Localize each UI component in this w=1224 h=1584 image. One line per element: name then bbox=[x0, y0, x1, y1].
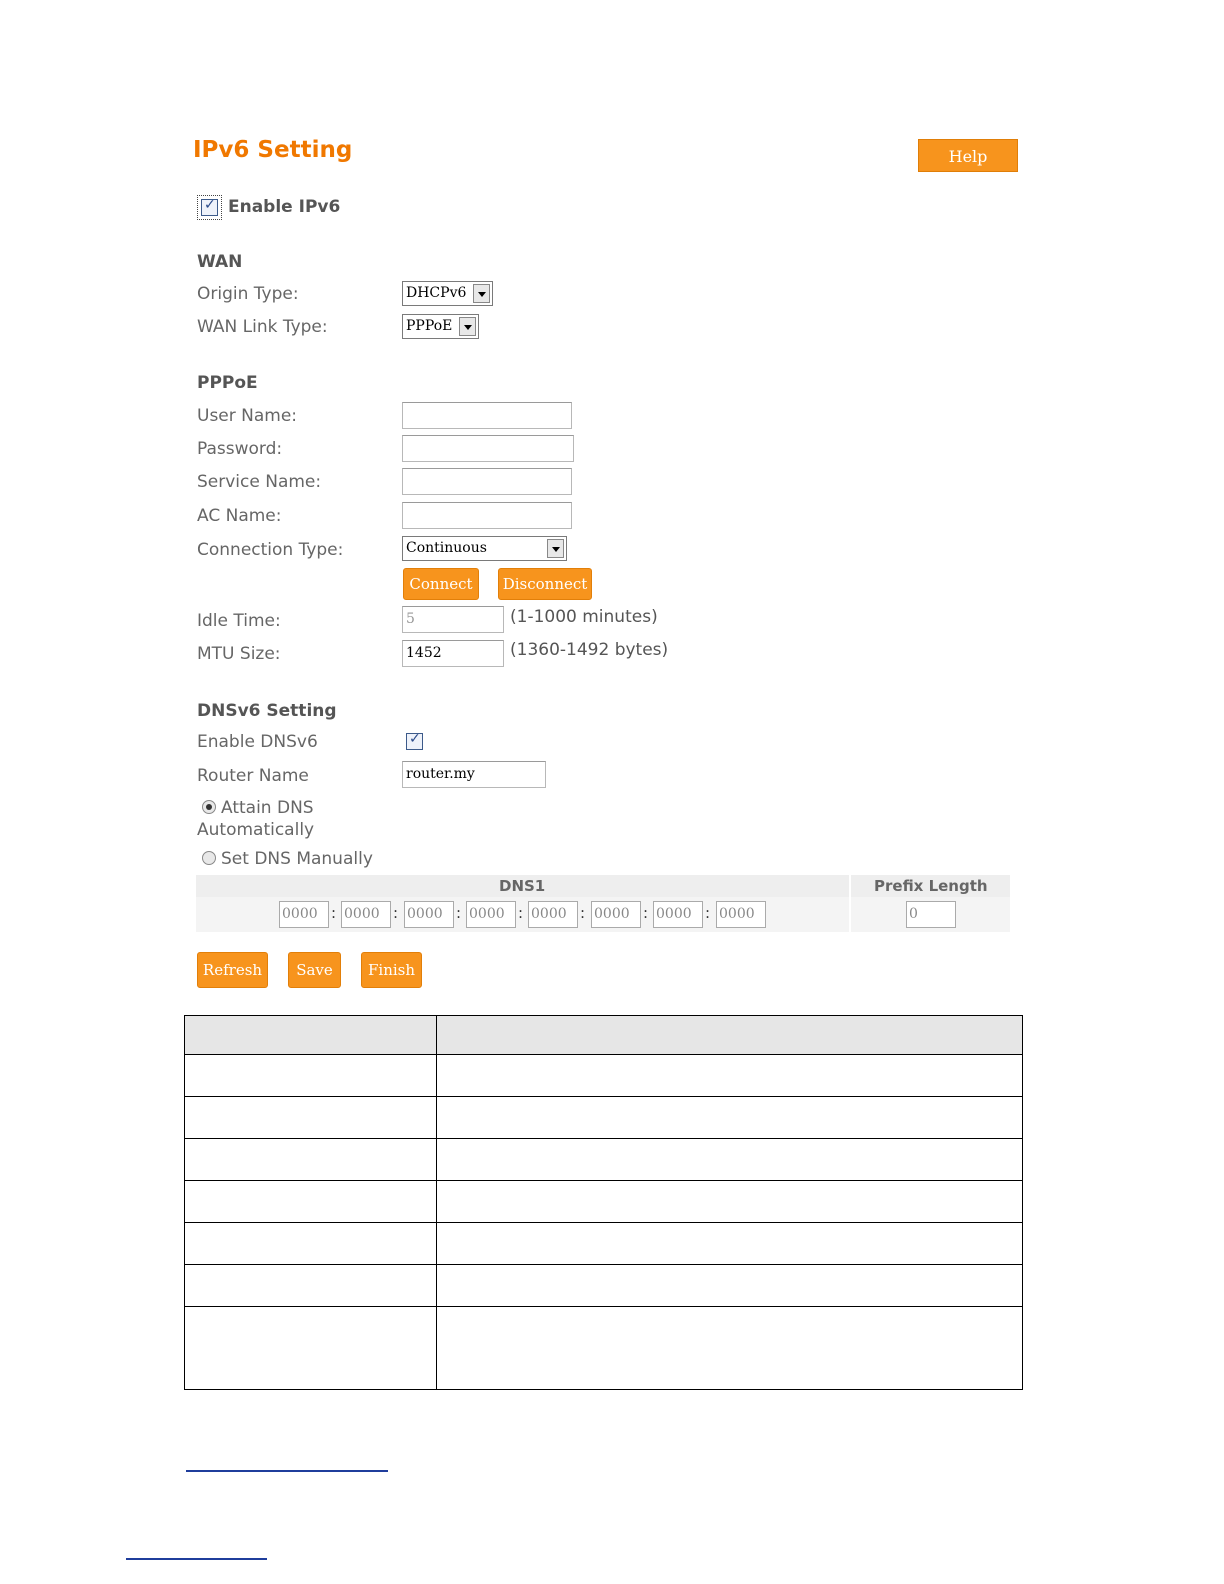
service-name-label: Service Name: bbox=[197, 472, 322, 492]
dns1-segment-7[interactable]: 0000 bbox=[653, 901, 703, 928]
dns1-separator: : bbox=[580, 904, 586, 922]
prefix-length-header: Prefix Length bbox=[874, 877, 988, 895]
connection-type-select[interactable] bbox=[402, 536, 567, 561]
table-row bbox=[185, 1055, 1023, 1097]
dns1-separator: : bbox=[705, 904, 711, 922]
dns1-segment-6[interactable]: 0000 bbox=[591, 901, 641, 928]
disconnect-button[interactable]: Disconnect bbox=[498, 568, 592, 600]
connection-type-value: Continuous bbox=[406, 540, 487, 556]
table-cell bbox=[185, 1097, 437, 1139]
ac-name-label: AC Name: bbox=[197, 506, 282, 526]
table-row bbox=[185, 1265, 1023, 1307]
save-button[interactable]: Save bbox=[288, 952, 341, 988]
table-cell bbox=[185, 1307, 437, 1390]
idle-time-hint: (1-1000 minutes) bbox=[510, 607, 658, 627]
table-cell bbox=[185, 1139, 437, 1181]
pppoe-heading: PPPoE bbox=[197, 373, 258, 393]
help-button[interactable]: Help bbox=[918, 139, 1018, 172]
dns1-separator: : bbox=[331, 904, 337, 922]
table-cell bbox=[185, 1265, 437, 1307]
dns1-segment-2[interactable]: 0000 bbox=[341, 901, 391, 928]
wan-link-type-select[interactable] bbox=[402, 314, 479, 339]
page-title: IPv6 Setting bbox=[193, 137, 353, 163]
prefix-length-input[interactable]: 0 bbox=[906, 901, 956, 928]
origin-type-label: Origin Type: bbox=[197, 284, 299, 304]
router-name-input[interactable]: router.my bbox=[402, 761, 546, 788]
table-cell bbox=[185, 1223, 437, 1265]
wan-link-type-value: PPPoE bbox=[406, 318, 453, 334]
table-cell bbox=[185, 1055, 437, 1097]
dns1-separator: : bbox=[643, 904, 649, 922]
dropdown-arrow-icon bbox=[547, 539, 564, 558]
connection-type-label: Connection Type: bbox=[197, 540, 344, 560]
table-cell bbox=[437, 1139, 1023, 1181]
checkmark-icon bbox=[201, 199, 218, 216]
enable-ipv6-label: Enable IPv6 bbox=[228, 197, 341, 217]
dns1-separator: : bbox=[456, 904, 462, 922]
dns1-separator: : bbox=[393, 904, 399, 922]
enable-dnsv6-label: Enable DNSv6 bbox=[197, 732, 318, 752]
table-row bbox=[185, 1223, 1023, 1265]
service-name-input[interactable] bbox=[402, 468, 572, 495]
wan-heading: WAN bbox=[197, 252, 243, 272]
parameter-table bbox=[184, 1015, 1023, 1390]
dns1-header: DNS1 bbox=[499, 877, 546, 895]
table-cell bbox=[437, 1097, 1023, 1139]
mtu-size-hint: (1360-1492 bytes) bbox=[510, 640, 669, 660]
enable-dnsv6-checkbox[interactable] bbox=[406, 733, 423, 750]
wan-link-type-label: WAN Link Type: bbox=[197, 317, 328, 337]
hyperlink-underline[interactable] bbox=[126, 1558, 267, 1560]
set-dns-manually-label: Set DNS Manually bbox=[221, 849, 373, 869]
dns1-segment-8[interactable]: 0000 bbox=[716, 901, 766, 928]
user-name-input[interactable] bbox=[402, 402, 572, 429]
origin-type-value: DHCPv6 bbox=[406, 285, 467, 301]
enable-ipv6-checkbox[interactable] bbox=[197, 195, 222, 220]
mtu-size-label: MTU Size: bbox=[197, 644, 281, 664]
table-cell bbox=[437, 1181, 1023, 1223]
idle-time-input[interactable]: 5 bbox=[402, 606, 504, 633]
origin-type-select[interactable] bbox=[402, 281, 493, 306]
dns1-segment-1[interactable]: 0000 bbox=[279, 901, 329, 928]
table-cell bbox=[185, 1016, 437, 1055]
table-cell bbox=[437, 1055, 1023, 1097]
dns-table-divider bbox=[849, 875, 851, 932]
table-cell bbox=[437, 1307, 1023, 1390]
table-row bbox=[185, 1307, 1023, 1390]
dns1-segment-3[interactable]: 0000 bbox=[404, 901, 454, 928]
table-row bbox=[185, 1097, 1023, 1139]
attain-dns-label-line2: Automatically bbox=[197, 820, 315, 840]
idle-time-label: Idle Time: bbox=[197, 611, 281, 631]
table-cell bbox=[437, 1265, 1023, 1307]
hyperlink-underline[interactable] bbox=[186, 1470, 388, 1472]
table-header-row bbox=[185, 1016, 1023, 1055]
table-cell bbox=[185, 1181, 437, 1223]
attain-dns-label: Attain DNS bbox=[221, 798, 314, 818]
table-cell bbox=[437, 1016, 1023, 1055]
attain-dns-radio[interactable] bbox=[202, 800, 216, 814]
dnsv6-heading: DNSv6 Setting bbox=[197, 701, 337, 721]
connect-button[interactable]: Connect bbox=[403, 568, 479, 600]
router-name-label: Router Name bbox=[197, 766, 309, 786]
dns1-separator: : bbox=[518, 904, 524, 922]
mtu-size-input[interactable]: 1452 bbox=[402, 640, 504, 667]
user-name-label: User Name: bbox=[197, 406, 298, 426]
set-dns-manually-radio[interactable] bbox=[202, 851, 216, 865]
dns1-segment-5[interactable]: 0000 bbox=[528, 901, 578, 928]
table-row bbox=[185, 1181, 1023, 1223]
table-row bbox=[185, 1139, 1023, 1181]
refresh-button[interactable]: Refresh bbox=[197, 952, 268, 988]
dropdown-arrow-icon bbox=[459, 317, 476, 336]
ac-name-input[interactable] bbox=[402, 502, 572, 529]
table-cell bbox=[437, 1223, 1023, 1265]
finish-button[interactable]: Finish bbox=[361, 952, 422, 988]
dropdown-arrow-icon bbox=[473, 284, 490, 303]
password-input[interactable] bbox=[402, 435, 574, 462]
dns1-segment-4[interactable]: 0000 bbox=[466, 901, 516, 928]
password-label: Password: bbox=[197, 439, 283, 459]
